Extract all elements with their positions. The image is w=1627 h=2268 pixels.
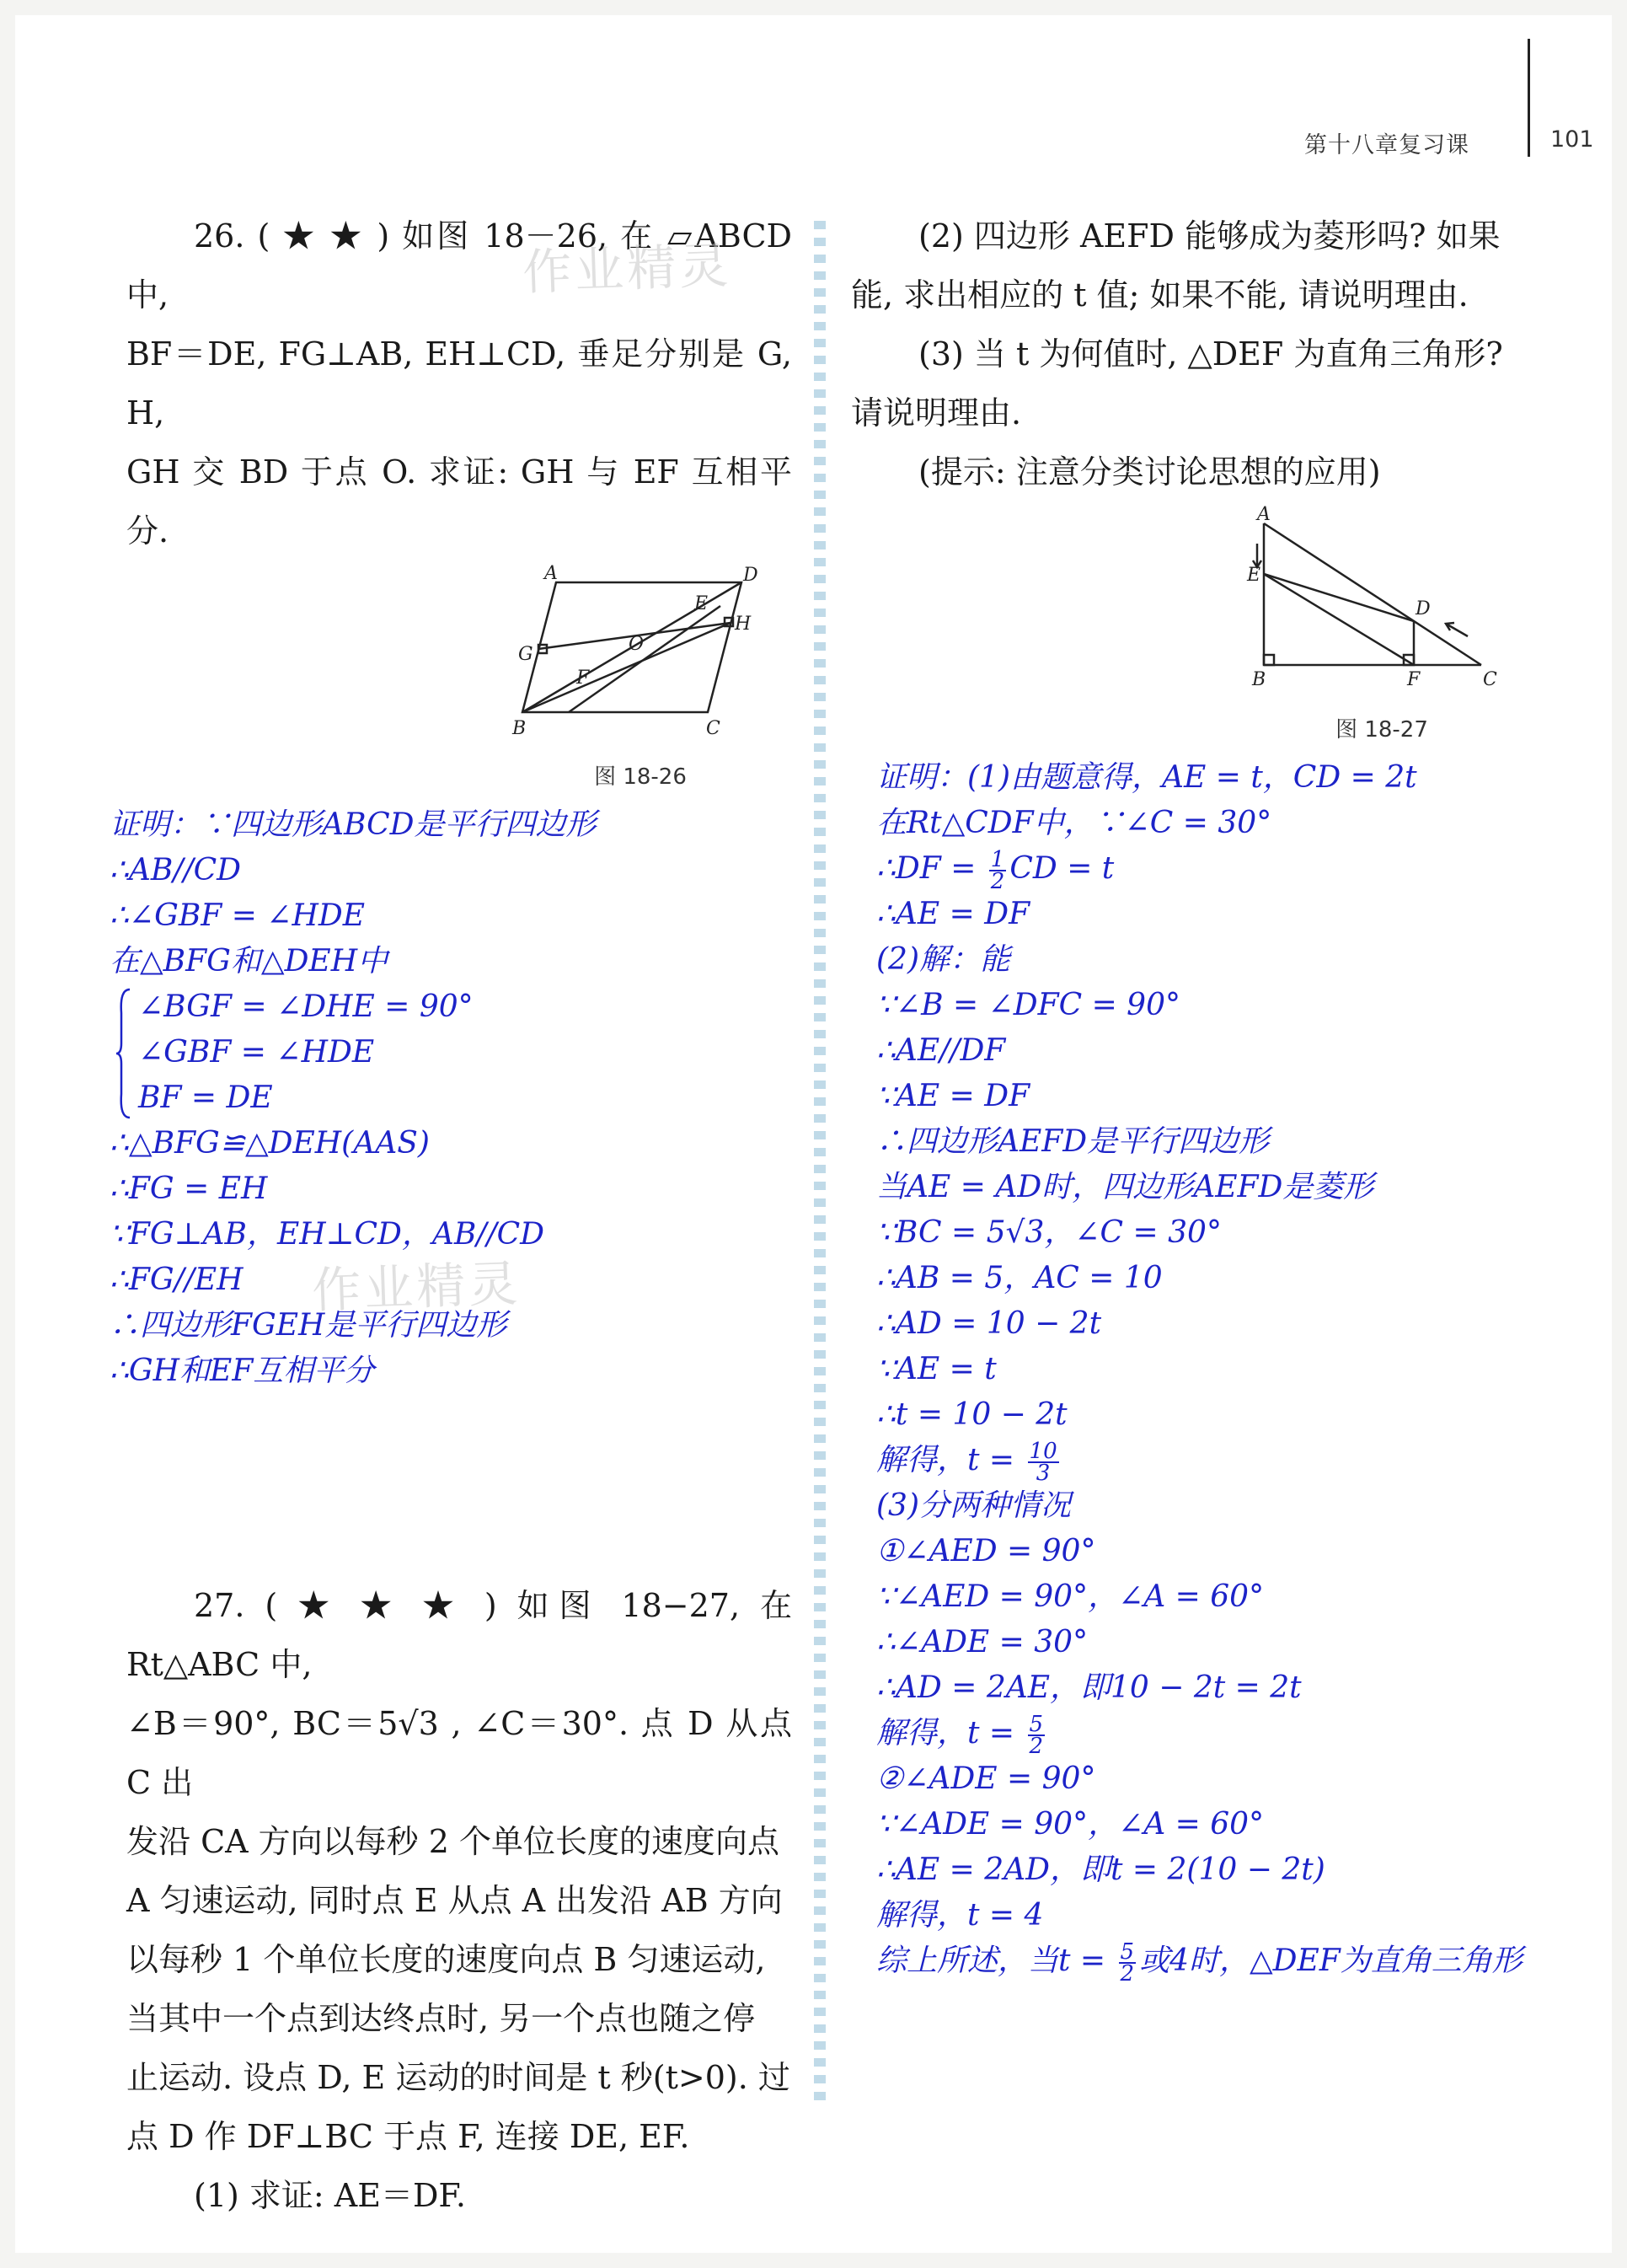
label-C: C (1483, 669, 1497, 690)
solution-line (876, 1711, 1542, 1759)
column-divider (814, 221, 826, 2109)
label-C: C (706, 718, 720, 739)
solution-line: ∵BC = 5√3，∠C = 30° (876, 1215, 1222, 1250)
solution-line: ①∠AED = 90° (876, 1534, 1096, 1568)
figure-caption: 图 18-26 (594, 764, 687, 790)
solution-line: ∴∠ADE = 30° (876, 1625, 1089, 1659)
solution-line: ∴AD = 2AE，即10 − 2t = 2t (876, 1670, 1302, 1705)
watermark-top: 作业精灵 (522, 236, 733, 302)
problem-line: BF＝DE, FG⊥AB, EH⊥CD, 垂足分别是 G, H, (126, 335, 792, 432)
right-column (851, 206, 1542, 1987)
problem-line: 点 D 作 DF⊥BC 于点 F, 连接 DE, EF. (126, 2118, 690, 2155)
line-prefix: 解得，t = (876, 1716, 1025, 1751)
solution-line: ∠BGF = ∠DHE = 90° (138, 989, 474, 1024)
solution-line: BF = DE (138, 1080, 273, 1115)
problem-line: (1) 求证: AE＝DF. (194, 2177, 466, 2214)
fraction-denominator: 2 (990, 869, 1005, 894)
problem-line: 止运动. 设点 D, E 运动的时间是 t 秒(t>0). 过 (126, 2059, 790, 2096)
solution-line: 证明：∵四边形ABCD是平行四边形 (110, 807, 597, 842)
line-prefix: 解得，t = (876, 1443, 1025, 1477)
problem-line: 能, 求出相应的 t 值; 如果不能, 请说明理由. (851, 276, 1469, 314)
fraction-denominator: 2 (1029, 1734, 1044, 1759)
label-F: F (1407, 669, 1421, 690)
problem-27-statement (126, 1576, 792, 2225)
solution-line: ∴FG = EH (110, 1172, 268, 1206)
problem-line: 发沿 CA 方向以每秒 2 个单位长度的速度向点 (126, 1823, 780, 1860)
solution-line: ∴四边形AEFD是平行四边形 (876, 1124, 1270, 1159)
problem-line: A 匀速运动, 同时点 E 从点 A 出发沿 AB 方向 (126, 1882, 783, 1919)
label-A: A (544, 563, 558, 584)
line-suffix: 或4时，△DEF为直角三角形 (1139, 1944, 1523, 1978)
label-G: G (518, 644, 533, 665)
problem-line: (2) 四边形 AEFD 能够成为菱形吗? 如果 (918, 217, 1501, 255)
problem-line: 请说明理由. (851, 394, 1022, 432)
figure-18-26 (512, 563, 767, 791)
solution-line: ∵∠B = ∠DFC = 90° (876, 988, 1180, 1022)
label-A: A (1257, 504, 1271, 525)
solution-line: ∵AE = DF (876, 1079, 1030, 1113)
solution-line: 在△BFG和△DEH中 (110, 944, 388, 979)
figure-18-27 (1247, 504, 1517, 743)
header-rule (1528, 39, 1530, 157)
congruence-conditions (110, 984, 792, 1121)
problem-line: ∠B＝90°, BC＝5√3 , ∠C＝30°. 点 D 从点 C 出 (126, 1705, 792, 1801)
fraction-numerator: 5 (1029, 1712, 1044, 1737)
solution-line: ∵∠AED = 90°，∠A = 60° (876, 1579, 1265, 1614)
solution-line: ②∠ADE = 90° (876, 1761, 1096, 1796)
solution-line: ∴AD = 10 − 2t (876, 1306, 1102, 1341)
label-H: H (735, 614, 752, 635)
fraction (1028, 1712, 1046, 1759)
solution-line: 证明：(1)由题意得，AE = t，CD = 2t (876, 760, 1417, 795)
label-O: O (629, 634, 645, 655)
line-prefix: ∴DF = (876, 851, 986, 886)
solution-line: (2)解：能 (876, 942, 1010, 977)
solution-line (876, 1438, 1542, 1486)
solution-line: 解得，t = 4 (876, 1898, 1044, 1933)
chapter-title: 第十八章复习课 (1304, 132, 1469, 158)
line-suffix: CD = t (1009, 851, 1115, 886)
solution-line: ∴AB = 5，AC = 10 (876, 1261, 1163, 1295)
solution-line: 在Rt△CDF中，∵∠C = 30° (876, 806, 1272, 840)
fraction-numerator: 10 (1029, 1439, 1057, 1464)
fraction (1028, 1439, 1059, 1486)
solution-line: ∴AE = DF (876, 897, 1030, 931)
problem-line: 以每秒 1 个单位长度的速度向点 B 匀速运动, (126, 1941, 766, 1978)
fraction-denominator: 2 (1120, 1961, 1135, 1987)
solution-line: ∴GH和EF互相平分 (110, 1354, 375, 1388)
solution-line: ∴t = 10 − 2t (876, 1397, 1068, 1432)
watermark-bottom: 作业精灵 (311, 1254, 522, 1320)
problem-line: (3) 当 t 为何值时, △DEF 为直角三角形? (918, 335, 1503, 373)
left-column (110, 206, 792, 2214)
label-F: F (576, 668, 590, 689)
problem-line: 26. ( ★ ★ ) 如图 18－26, 在 ▱ABCD 中, (126, 217, 792, 314)
solution-line: ∴FG//EH (110, 1263, 244, 1297)
fraction-numerator: 5 (1120, 1939, 1135, 1965)
problem-line: GH 交 BD 于点 O. 求证: GH 与 EF 互相平分. (126, 453, 792, 550)
label-E: E (694, 593, 709, 614)
left-brace (115, 988, 133, 1119)
parallelogram-diagram (512, 563, 767, 744)
problem-27-solution (876, 755, 1542, 1987)
problem-line: 当其中一个点到达终点时, 另一个点也随之停 (126, 2000, 756, 2037)
solution-line: (3)分两种情况 (876, 1488, 1071, 1523)
solution-line: ∠GBF = ∠HDE (138, 1035, 375, 1070)
label-D: D (1416, 598, 1431, 619)
solution-line: ∴△BFG≌△DEH(AAS) (110, 1126, 430, 1161)
fraction-denominator: 3 (1036, 1461, 1051, 1486)
problem-27-parts (851, 206, 1542, 501)
solution-line: ∴AE = 2AD，即t = 2(10 − 2t) (876, 1852, 1325, 1887)
figure-caption: 图 18-27 (1335, 717, 1428, 743)
label-B: B (512, 718, 527, 739)
fraction-numerator: 1 (990, 847, 1005, 872)
solution-line (876, 1938, 1542, 1987)
solution-line: ∵∠ADE = 90°，∠A = 60° (876, 1807, 1265, 1842)
label-E: E (1247, 565, 1261, 586)
problem-line: (提示: 注意分类讨论思想的应用) (918, 453, 1381, 491)
solution-line: ∴四边形FGEH是平行四边形 (110, 1308, 507, 1343)
problem-line: 27. ( ★ ★ ★ ) 如图 18−27, 在 Rt△ABC 中, (126, 1587, 792, 1683)
solution-line: ∴AB//CD (110, 853, 242, 887)
solution-line: ∵AE = t (876, 1352, 997, 1386)
fraction (1119, 1939, 1137, 1987)
solution-line: ∴AE//DF (876, 1033, 1006, 1068)
page-number: 101 (1550, 126, 1594, 153)
solution-line: 当AE = AD时，四边形AEFD是菱形 (876, 1170, 1374, 1204)
line-prefix: 综上所述，当t = (876, 1944, 1116, 1978)
solution-line: ∵FG⊥AB，EH⊥CD，AB//CD (110, 1217, 545, 1252)
right-triangle-diagram (1247, 504, 1517, 700)
label-D: D (743, 565, 758, 586)
label-B: B (1252, 669, 1266, 690)
solution-line: ∴∠GBF = ∠HDE (110, 898, 366, 933)
fraction (989, 847, 1007, 894)
solution-line (876, 846, 1542, 892)
